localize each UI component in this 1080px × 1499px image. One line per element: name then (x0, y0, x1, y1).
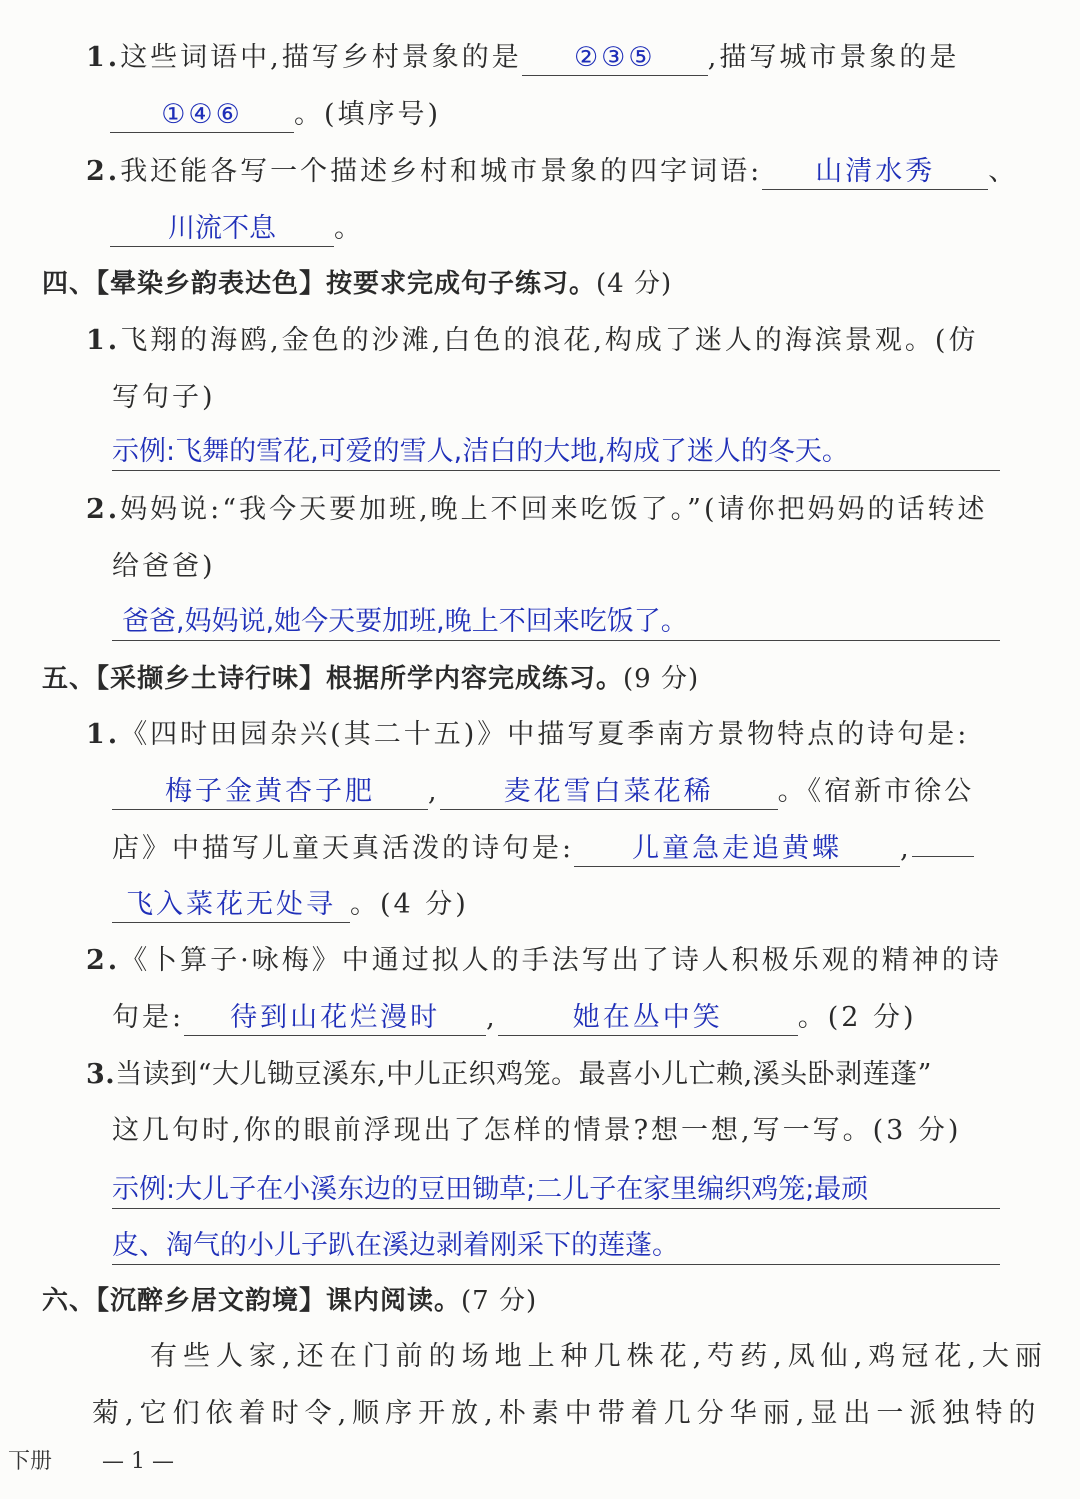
q4-1-line-1 (86, 323, 978, 359)
q3-2-separator: 、 (988, 156, 1019, 187)
q3-1-answer-city[interactable]: ①④⑥ (110, 98, 294, 133)
q3-1-text-a: 这些词语中,描写乡村景象的是 (120, 42, 522, 73)
section-5-heading (42, 661, 699, 697)
q5-1-comma: , (428, 776, 440, 807)
q5-1-answer-3[interactable]: 儿童急走追黄蝶 (574, 832, 900, 867)
section-6-points: (7 分) (461, 1286, 538, 1316)
section-6-title: 六、【沉醉乡居文韵境】课内阅读。 (42, 1286, 462, 1316)
q5-1-line-2 (112, 774, 974, 810)
q4-1-answer[interactable]: 示例:飞舞的雪花,可爱的雪人,洁白的大地,构成了迷人的冬天。 (112, 434, 1000, 471)
section-4-points: (4 分) (596, 269, 673, 299)
q5-2-answer-2[interactable]: 她在丛中笑 (498, 1001, 798, 1036)
q5-2-line-1 (86, 943, 1002, 979)
q3-1-line-2 (110, 97, 441, 133)
q5-2-text-b: 句是: (112, 1002, 185, 1033)
q5-2-comma: , (486, 1002, 498, 1033)
q5-1-answer-4[interactable]: 飞入菜花无处寻 (112, 888, 350, 923)
q5-1-text-b: 。《宿新市徐公 (777, 776, 975, 807)
q5-1-blank-tail (912, 856, 974, 857)
q5-1-answer-1[interactable]: 梅子金黄杏子肥 (112, 775, 428, 810)
q4-2-text-b: 给爸爸) (112, 551, 216, 582)
page-number: — 1 — (102, 1449, 174, 1474)
q3-1-answer-rural[interactable]: ②③⑤ (522, 41, 708, 76)
q4-1-text-b: 写句子) (112, 382, 216, 413)
q5-3-text-a: 当读到“大儿锄豆溪东,中儿正织鸡笼。最喜小儿亡赖,溪头卧剥莲蓬” (115, 1059, 932, 1090)
q5-2-number: 2. (86, 945, 121, 976)
q3-2-line-1 (86, 154, 1018, 190)
q5-3-number: 3. (86, 1059, 116, 1090)
passage-line-1: 有些人家,还在门前的场地上种几株花,芍药,凤仙,鸡冠花,大丽 (150, 1341, 1048, 1372)
q4-2-text-a: 妈妈说:“我今天要加班,晚上不回来吃饭了。”(请你把妈妈的话转述 (120, 494, 988, 525)
q5-1-line-1 (86, 717, 969, 753)
q5-1-line-4 (112, 887, 469, 923)
q5-2-answer-1[interactable]: 待到山花烂漫时 (184, 1001, 486, 1036)
page-footer (8, 1444, 174, 1475)
q5-3-text-b: 这几句时,你的眼前浮现出了怎样的情景?想一想,写一写。(3 分) (112, 1115, 962, 1146)
q3-2-answer-1[interactable]: 山清水秀 (762, 155, 988, 190)
q5-1-line-3 (112, 831, 974, 867)
section-5-points: (9 分) (623, 664, 700, 694)
q4-1-text-a: 飞翔的海鸥,金色的沙滩,白色的浪花,构成了迷人的海滨景观。(仿 (120, 325, 979, 356)
q5-2-text-c: 。(2 分) (797, 1002, 917, 1033)
q3-1-number: 1. (86, 42, 121, 73)
passage-line-2: 菊,它们依着时令,顺序开放,朴素中带着几分华丽,显出一派独特的 (92, 1398, 1042, 1429)
volume-label: 下册 (8, 1449, 53, 1474)
q5-3-answer-2[interactable]: 皮、淘气的小儿子趴在溪边剥着刚采下的莲蓬。 (112, 1228, 1000, 1265)
q4-2-line-1 (86, 492, 988, 528)
q5-1-text-d: 。(4 分) (350, 889, 469, 920)
q3-1-text-b: ,描写城市景象的是 (707, 42, 960, 73)
q5-2-text-a: 《卜算子·咏梅》中通过拟人的手法写出了诗人积极乐观的精神的诗 (120, 945, 1002, 976)
q5-2-line-2 (112, 1000, 917, 1036)
section-6-heading (42, 1283, 537, 1319)
q3-1-text-c: 。(填序号) (294, 99, 442, 130)
q3-2-text-a: 我还能各写一个描述乡村和城市景象的四字词语: (120, 156, 763, 187)
q5-3-answer-1[interactable]: 示例:大儿子在小溪东边的豆田锄草;二儿子在家里编织鸡笼;最顽 (112, 1172, 1000, 1209)
q4-2-answer[interactable]: 爸爸,妈妈说,她今天要加班,晚上不回来吃饭了。 (112, 604, 1000, 641)
q5-3-line-1 (86, 1057, 932, 1093)
q3-2-line-2 (110, 211, 361, 247)
q5-1-comma-2: , (900, 833, 912, 864)
q3-2-end: 。 (334, 213, 361, 244)
q5-1-text-c: 店》中描写儿童天真活泼的诗句是: (112, 833, 575, 864)
q3-2-number: 2. (86, 156, 121, 187)
q4-2-number: 2. (86, 494, 121, 525)
q3-2-answer-2[interactable]: 川流不息 (110, 212, 334, 247)
section-4-title: 四、【晕染乡韵表达色】按要求完成句子练习。 (42, 269, 597, 299)
q4-1-number: 1. (86, 325, 121, 356)
section-5-title: 五、【采撷乡土诗行味】根据所学内容完成练习。 (42, 664, 624, 694)
section-4-heading (42, 266, 672, 302)
q3-1-line-1 (86, 40, 959, 76)
q5-1-number: 1. (86, 719, 121, 750)
q5-1-text-a: 《四时田园杂兴(其二十五)》中描写夏季南方景物特点的诗句是: (120, 719, 970, 750)
q5-1-answer-2[interactable]: 麦花雪白菜花稀 (440, 775, 778, 810)
